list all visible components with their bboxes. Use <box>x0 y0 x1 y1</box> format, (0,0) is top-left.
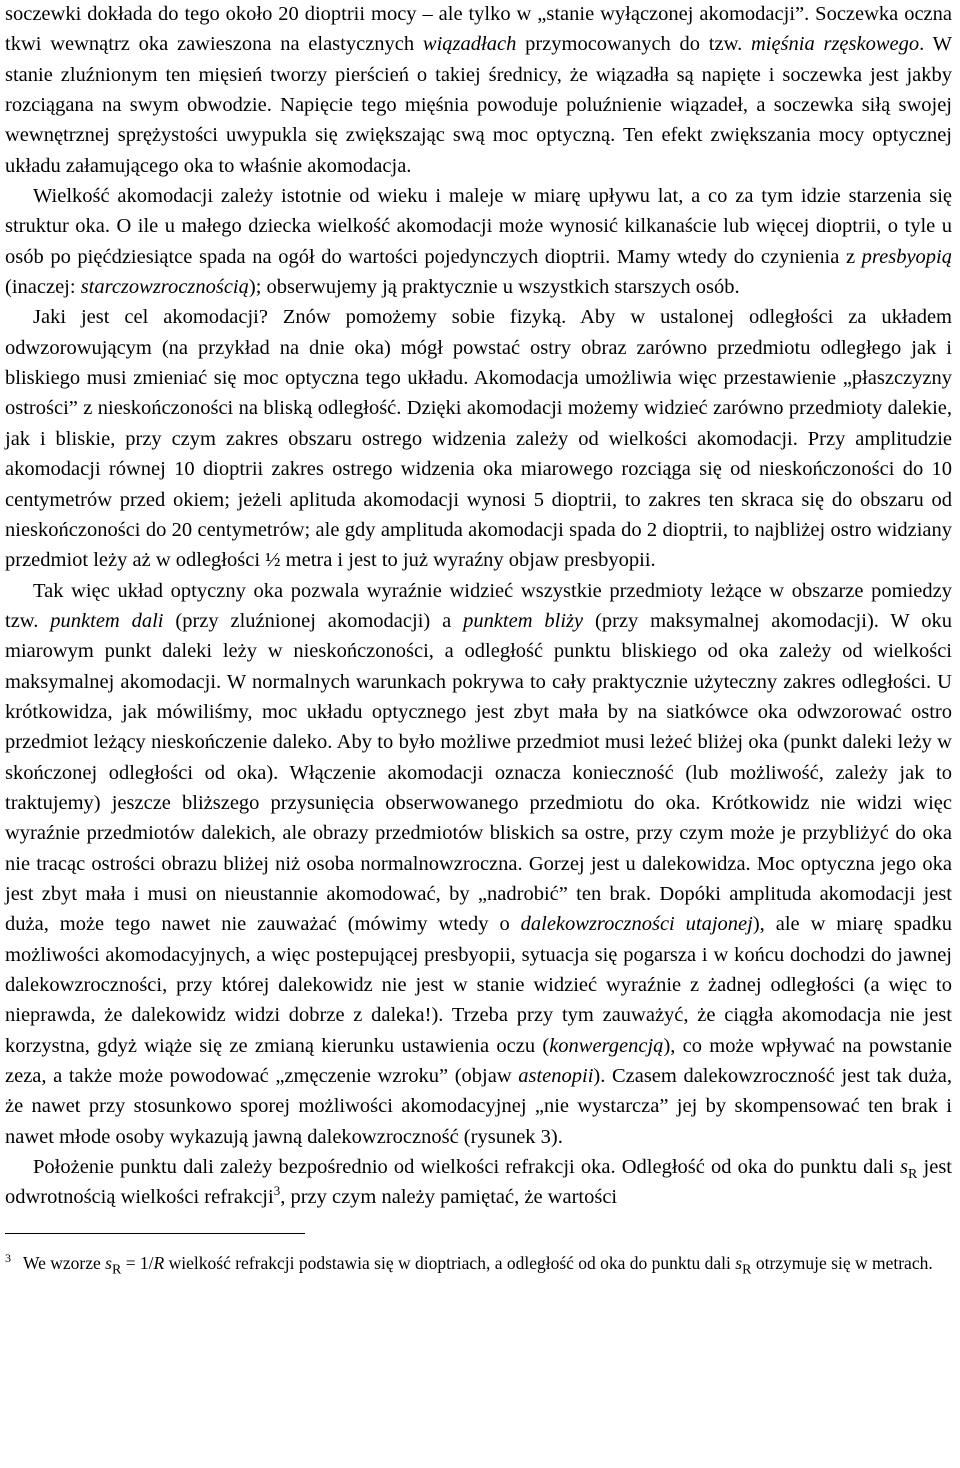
text-run: otrzymuje się w metrach. <box>751 1252 933 1273</box>
footnote <box>5 1246 952 1278</box>
text-run: ). Czasem dalekowzroczność jest tak duża, że nawet przy stosunkowo sporej możliwości akomodacyjnej „nie wystarcza” jej by skompensować ten brak i nawet młode osoby wykazują jawną dalekowzroczność (rysunek 3). <box>5 1065 953 1148</box>
text-run: Jaki jest cel akomodacji? Znów pomożemy sobie fizyką. Aby w ustalonej odległości za układem odwzorowującym (na przykład na dnie oka) mógł powstać ostry obraz zarówno przedmiotu odległego jak i bliskiego musi zmieniać się moc optyczna tego układu. Akomodacja umożliwia więc przestawienie „płaszczyzny ostrości” z nieskończoności na bliską odległość. Dzięki akomodacji możemy widzieć zarówno przedmioty dalekie, jak i bliskie, przy czym zakres obszaru ostrego widzenia zależy od wielkości akomodacji. Przy amplitudzie akomodacji równej 10 dioptrii zakres ostrego widzenia oka miarowego rozciąga się od nieskończoności do 10 centymetrów przed okiem; jeżeli aplituda akomodacji wynosi 5 dioptrii, to zakres ten skraca się do obszaru od nieskończoności do 20 centymetrów; ale gdy amplituda akomodacji spada do 2 dioptrii, to najbliżej ostro widziany przedmiot leży aż w odległości ½ metra i jest to już wyraźny objaw presbyopii. <box>5 306 952 572</box>
text-run: (przy zluźnionej akomodacji) a <box>163 609 464 632</box>
text-run: . W stanie zluźnionym ten mięsień tworzy pierścień o takiej średnicy, że wiązadła są napięte i soczewka jest jakby rozciągana na swym obwodzie. Napięcie tego mięśnia powoduje poluźnienie wiązadeł, a soczewka siłą swojej wewnętrznej sprężystości uwypukla się zwiększając swą moc optyczną. Ten efekt zwiększania mocy optycznej układu załamującego oka to właśnie akomodacja. <box>5 33 952 177</box>
text-run: jest odwrotnością wielkości refrakcji <box>5 1156 952 1209</box>
subscript: R <box>742 1262 752 1278</box>
text-run: = 1/ <box>121 1252 154 1273</box>
italic-term: punktem dali <box>50 609 164 632</box>
italic-term: astenopii <box>518 1065 594 1088</box>
text-run: ); obserwujemy ją praktycznie u wszystkich starszych osób. <box>248 276 740 299</box>
paragraph <box>5 181 952 302</box>
paragraph <box>5 302 952 575</box>
subscript: R <box>111 1262 122 1278</box>
italic-term: s <box>735 1252 743 1273</box>
text-run: Wielkość akomodacji zależy istotnie od wieku i maleje w miarę upływu lat, a co za tym idzie starzenia się struktur oka. O ile u małego dziecka wielkość akomodacji może wynosić kilkanaście lub więcej dioptrii, o tyle u osób po pięćdziesiątce spada na ogół do wartości pojedynczych dioptrii. Mamy wtedy do czynienia z <box>5 185 952 268</box>
paragraph <box>5 576 952 1153</box>
text-run: wielkość refrakcji podstawia się w dioptriach, a odległość od oka do punktu dali <box>164 1252 736 1273</box>
italic-term: s <box>900 1156 909 1179</box>
body-text <box>5 0 952 1213</box>
text-run: (przy maksymalnej akomodacji). W oku miarowym punkt daleki leży w nieskończoności, a odległość punktu bliskiego od oka zależy od wielkości maksymalnej akomodacji. W normalnych warunkach pokrywa to cały praktycznie użyteczny zakres odległości. U krótkowidza, jak mówiliśmy, moc układu optycznego jest zbyt mała by na siatkówce oka odwzorować ostro przedmiot leżący nieskończenie daleko. Aby to było możliwe przedmiot musi leżeć bliżej oka (punkt daleki leży w skończonej odległości od oka). Włączenie akomodacji oznacza konieczność (lub możliwość, zależy jak to traktujemy) jeszcze bliższego przysunięcia obserwowanego przedmiotu do oka. Krótkowidz nie widzi więc wyraźnie przedmiotów dalekich, ale obrazy przedmiotów bliskich sa ostre, przy czym może je przybliżyć do oka nie tracąc ostrości obrazu bliżej niż osoba normalnowzroczna. Gorzej jest u dalekowidza. Moc optyczna jego oka jest zbyt mała i musi on nieustannie akomodować, by „nadrobić” ten brak. Dopóki amplituda akomodacji jest duża, może tego nawet nie zauważać (mówimy wtedy o <box>5 609 952 936</box>
text-run: ), co może wpływać na powstanie zeza, a także może powodować „zmęczenie wzroku” (objaw <box>5 1034 952 1088</box>
footnote-separator <box>5 1233 305 1234</box>
text-run: soczewki dokłada do tego około 20 dioptrii mocy – ale tylko w „stanie wyłączonej akomodacji”. Soczewka oczna tkwi wewnątrz oka zawieszona na elastycznych <box>5 3 952 56</box>
italic-term: R <box>153 1252 165 1273</box>
text-run: Położenie punktu dali zależy bezpośrednio od wielkości refrakcji oka. Odległość od oka do punktu dali <box>33 1156 901 1179</box>
paragraph <box>5 1152 952 1213</box>
italic-term: konwergencją <box>549 1034 664 1057</box>
italic-term: mięśnia rzęskowego <box>750 33 920 56</box>
footnote-text <box>23 1252 933 1278</box>
footnote-mark: 3 <box>5 1250 11 1265</box>
text-run: , przy czym należy pamiętać, że wartości <box>280 1186 618 1209</box>
text-run: We wzorze <box>23 1252 106 1273</box>
footnote-reference: 3 <box>273 1183 281 1199</box>
italic-term: s <box>105 1252 112 1273</box>
italic-term: starczowzrocznością <box>80 276 249 299</box>
subscript: R <box>908 1167 918 1183</box>
paragraph <box>5 0 952 181</box>
text-run: przymocowanych do tzw. <box>516 33 751 56</box>
text-run: Tak więc układ optyczny oka pozwala wyraźnie widzieć wszystkie przedmioty leżące w obszarze pomiedzy tzw. <box>5 579 952 632</box>
text-run: ), ale w miarę spadku możliwości akomodacyjnych, a więc postepującej presbyopii, sytuacja się pogarsza i w końcu dochodzi do jawnej dalekowzroczności, przy której dalekowidz nie jest w stanie widzieć wyraźnie z żadnej odległości (a więc to nieprawda, że dalekowidz widzi dobrze z daleka!). Trzeba przy tym zauważyć, że ciągła akomodacja nie jest korzystna, gdyż wiąże się ze zmianą kierunku ustawienia oczu ( <box>5 913 952 1057</box>
italic-term: wiązadłach <box>422 33 517 56</box>
italic-term: dalekowzroczności utajonej <box>520 913 753 936</box>
text-run: (inaczej: <box>5 276 81 299</box>
italic-term: punktem bliży <box>463 609 584 632</box>
italic-term: presbyopią <box>861 245 952 268</box>
